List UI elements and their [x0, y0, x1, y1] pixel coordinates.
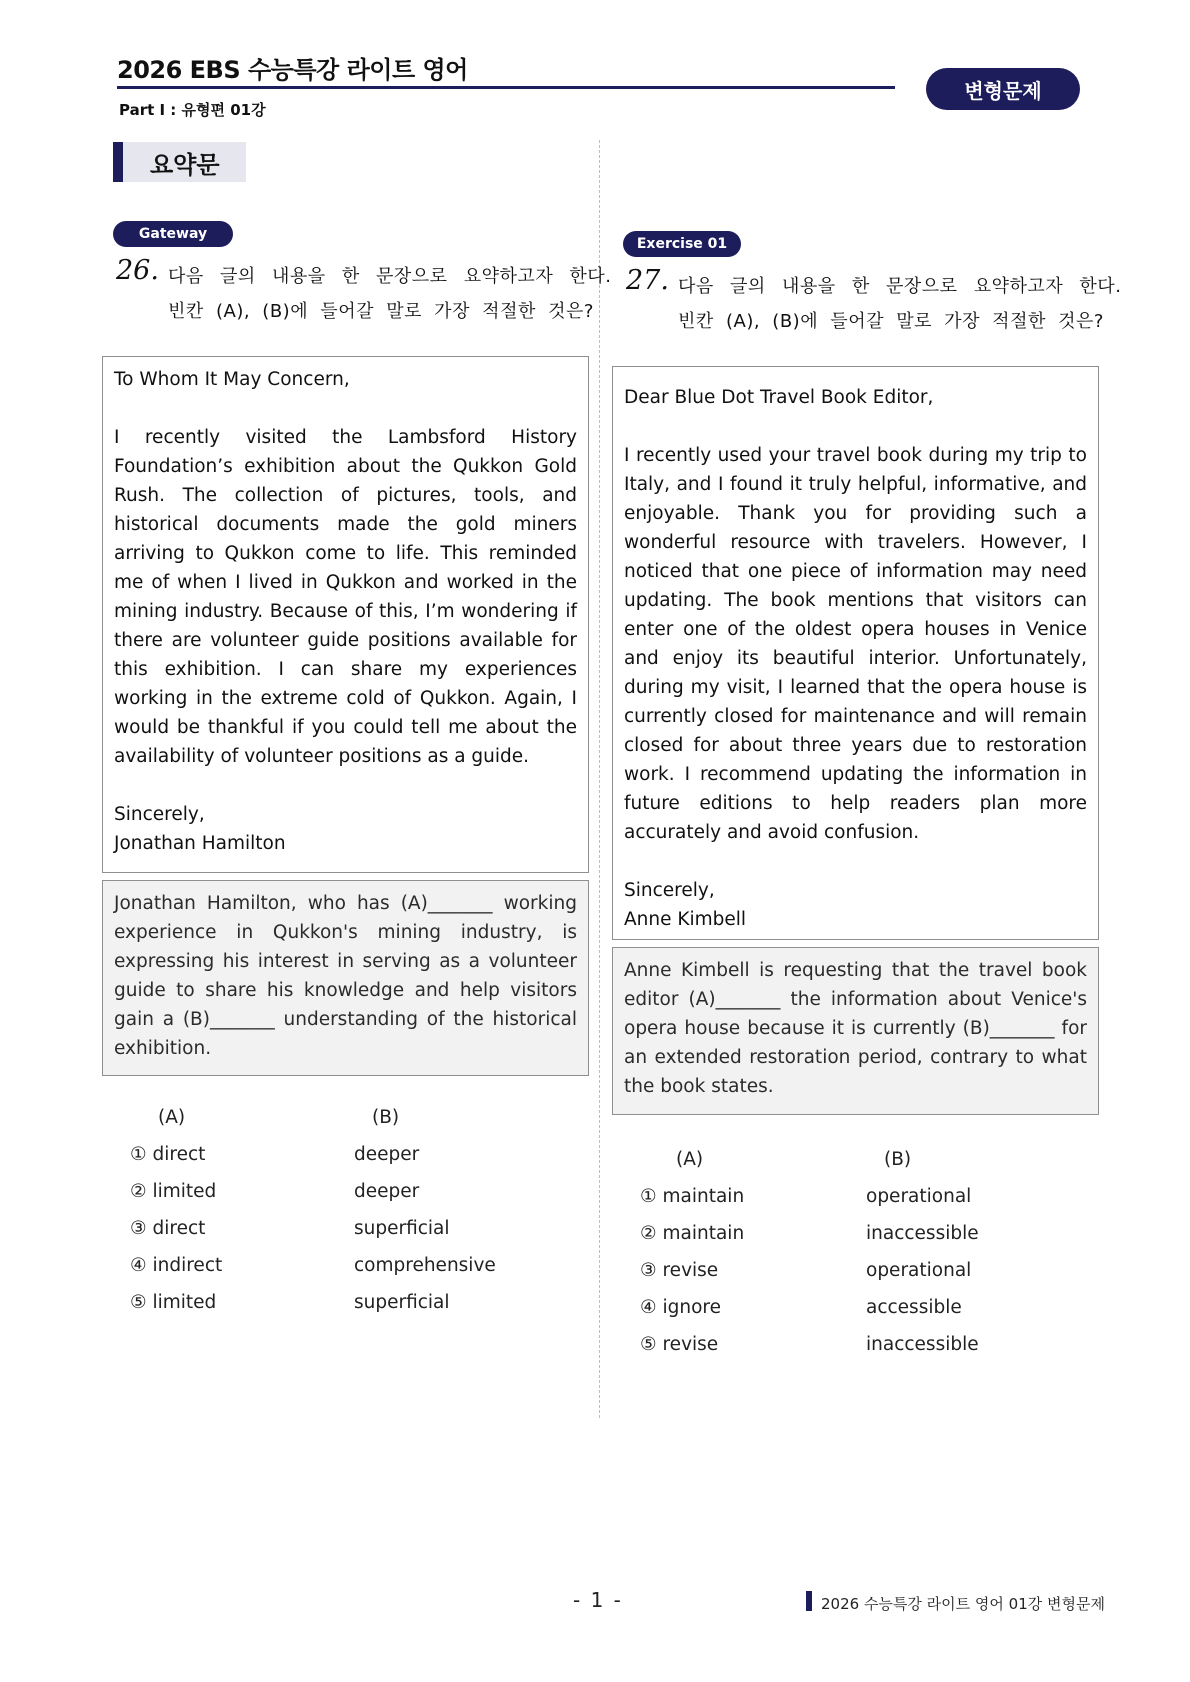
- choice-option-2[interactable]: [640, 1223, 744, 1244]
- choice-number: ⑤: [130, 1292, 147, 1313]
- summary-box: [102, 880, 589, 1076]
- choice-a: maintain: [662, 1223, 745, 1244]
- choice-b-4: comprehensive: [354, 1255, 496, 1276]
- letter-greeting: Dear Blue Dot Travel Book Editor,: [624, 387, 934, 408]
- question-number: 26.: [116, 255, 159, 286]
- letter-box: [612, 366, 1099, 940]
- choice-header-a: (A): [676, 1149, 704, 1170]
- choice-option-4[interactable]: [130, 1255, 222, 1276]
- footer-marker: [806, 1591, 812, 1611]
- variant-badge: 변형문제: [926, 68, 1080, 110]
- choice-number: ②: [130, 1181, 147, 1202]
- question-instruction-line1: 다음 글의 내용을 한 문장으로 요약하고자 한다.: [168, 266, 612, 287]
- choice-option-2[interactable]: [130, 1181, 216, 1202]
- choice-b-5: inaccessible: [866, 1334, 979, 1355]
- document-title: 2026 EBS 수능특강 라이트 영어: [117, 56, 468, 84]
- choice-a: ignore: [662, 1297, 721, 1318]
- letter-box: [102, 356, 589, 873]
- choice-b-4: accessible: [866, 1297, 962, 1318]
- letter-greeting: To Whom It May Concern,: [114, 369, 350, 390]
- letter-signature: Jonathan Hamilton: [114, 833, 286, 854]
- choice-a: indirect: [152, 1255, 223, 1276]
- choice-b-3: operational: [866, 1260, 972, 1281]
- choice-option-1[interactable]: [130, 1144, 205, 1165]
- choice-option-1[interactable]: [640, 1186, 744, 1207]
- choice-b-1: operational: [866, 1186, 972, 1207]
- letter-body: I recently used your travel book during my trip to Italy, and I found it truly helpful, informative, and enjoyable. Thank you for providing such a wonderful resource with travelers. However, I noticed that one piece of information may need updating. The book mentions that visitors can enter one of the oldest opera houses in Venice and enjoy its beautiful interior. Unfortunately, during my visit, I learned that the opera house is currently closed for maintenance and will remain closed for about three years due to restoration work. I recommend updating the information in future editions to help readers plan more accurately and avoid confusion.: [624, 445, 1087, 843]
- choice-b-2: deeper: [354, 1181, 420, 1202]
- question-instruction-line2: 빈칸 (A), (B)에 들어갈 말로 가장 적절한 것은?: [168, 301, 594, 322]
- choice-number: ①: [130, 1144, 147, 1165]
- choice-b-5: superficial: [354, 1292, 450, 1313]
- choice-a: revise: [662, 1334, 719, 1355]
- letter-body: I recently visited the Lambsford History Foundation’s exhibition about the Qukkon Gold Rush. The collection of pictures, tools, and historical documents made the gold miners arriving to Qukkon come to life. This reminded me of when I lived in Qukkon and worked in the mining industry. Because of this, I’m wondering if there are volunteer guide positions available for this exhibition. I can share my experiences working in the extreme cold of Qukkon. Again, I would be thankful if you could tell me about the availability of volunteer positions as a guide.: [114, 427, 577, 767]
- summary-box: [612, 947, 1099, 1115]
- section-marker: [113, 142, 123, 182]
- question-instruction-line1: 다음 글의 내용을 한 문장으로 요약하고자 한다.: [678, 276, 1122, 297]
- summary-text: Anne Kimbell is requesting that the travel book editor (A)_______ the information about Venice's opera house because it is currently (B)_______ for an extended restoration period, contrary to what the book states.: [624, 960, 1087, 1097]
- choice-option-5[interactable]: [130, 1292, 216, 1313]
- choice-option-4[interactable]: [640, 1297, 721, 1318]
- choice-a: revise: [662, 1260, 719, 1281]
- choice-number: ③: [130, 1218, 147, 1239]
- choice-b-2: inaccessible: [866, 1223, 979, 1244]
- part-label: Part Ⅰ : 유형편 01강: [119, 101, 266, 119]
- letter-closing: Sincerely,: [624, 880, 715, 901]
- section-title: 요약문: [123, 142, 246, 182]
- choice-a: maintain: [662, 1186, 745, 1207]
- choice-number: ①: [640, 1186, 657, 1207]
- choice-option-3[interactable]: [130, 1218, 205, 1239]
- choice-b-1: deeper: [354, 1144, 420, 1165]
- choice-header-b: (B): [372, 1107, 400, 1128]
- choice-number: ④: [640, 1297, 657, 1318]
- question-number: 27.: [626, 265, 669, 296]
- choice-a: direct: [152, 1144, 206, 1165]
- footer-label: 2026 수능특강 라이트 영어 01강 변형문제: [821, 1595, 1105, 1613]
- choice-a: limited: [152, 1181, 217, 1202]
- choice-number: ⑤: [640, 1334, 657, 1355]
- choice-b-3: superficial: [354, 1218, 450, 1239]
- choice-a: direct: [152, 1218, 206, 1239]
- letter-signature: Anne Kimbell: [624, 909, 747, 930]
- exercise-tag: Exercise 01: [623, 231, 741, 257]
- letter-closing: Sincerely,: [114, 804, 205, 825]
- choice-number: ②: [640, 1223, 657, 1244]
- choice-header-a: (A): [158, 1107, 186, 1128]
- choice-number: ④: [130, 1255, 147, 1276]
- choice-number: ③: [640, 1260, 657, 1281]
- gateway-tag: Gateway: [113, 221, 233, 247]
- title-underline: [117, 86, 895, 89]
- question-instruction-line2: 빈칸 (A), (B)에 들어갈 말로 가장 적절한 것은?: [678, 311, 1104, 332]
- summary-text: Jonathan Hamilton, who has (A)_______ working experience in Qukkon's mining industry, is expressing his interest in serving as a volunteer guide to share his knowledge and help visitors gain a (B)_______ understanding of the historical exhibition.: [114, 893, 577, 1059]
- choice-option-3[interactable]: [640, 1260, 718, 1281]
- choice-header-b: (B): [884, 1149, 912, 1170]
- column-divider: [599, 140, 600, 1418]
- choice-option-5[interactable]: [640, 1334, 718, 1355]
- choice-a: limited: [152, 1292, 217, 1313]
- page-number: - 1 -: [573, 1588, 623, 1612]
